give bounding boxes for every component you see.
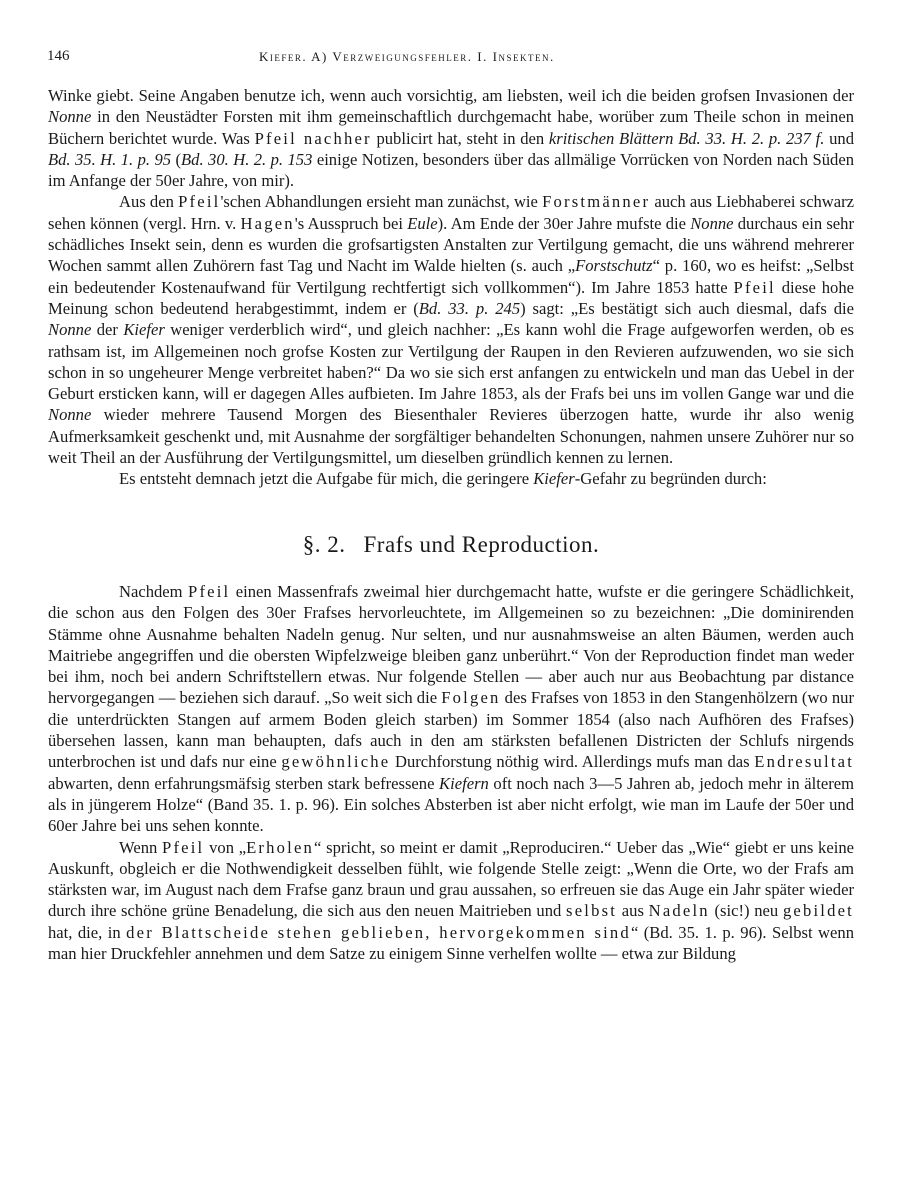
spaced-name: Hagen <box>240 213 295 233</box>
text-run: wieder mehrere Tausend Morgen des Biesenthaler Revieres überzogen hatte, wurde ihr also wenig Aufmerksamkeit geschenkt und, mit Ausnahme der sorgfältiger behandelten Schonungen, nahmen unsere Zuhörer nur so weit Theil an der Ausführung der Vertilgungsmittel, um dieselben gründlich kennen zu lernen. <box>48 405 854 468</box>
text-run: 's Ausspruch bei <box>294 213 408 233</box>
spaced-term: gewöhnliche <box>281 752 391 772</box>
text-run: ( <box>171 149 182 169</box>
text-run: ). Am Ende der 30er Jahre mufste die <box>437 213 691 233</box>
text-run: ) sagt: „Es bestätigt sich auch diesmal, dafs die <box>520 298 854 318</box>
spaced-term: der Blattscheide stehen geblieben, hervorgekommen sind <box>126 922 631 942</box>
section-heading <box>48 531 854 557</box>
spaced-term: Folgen <box>441 688 501 708</box>
italic-term: Nonne <box>690 213 734 233</box>
text-run: “ spricht, so meint er damit „Reproduciren.“ Ueber das „Wie“ giebt er uns keine Auskunft, obgleich er die Nothwendigkeit desselben fühlt, wie folgende Stelle zeigt: „Wenn die Orte, wo der Frafs am stärksten war, im August nach dem Frafse ganz braun und grau aussahen, so erfreuen sie das Auge ein Jahr später wieder durch ihre schöne grüne Benadelung, die sich aus den neuen Maitrieben und <box>48 837 854 921</box>
text-run: (sic!) neu <box>709 901 783 921</box>
paragraph-1 <box>48 85 854 191</box>
italic-term: Kiefern <box>439 773 489 793</box>
italic-reference: Bd. 35. H. 1. p. 95 <box>48 149 172 169</box>
section-title: Frafs und Reproduction. <box>363 531 600 557</box>
italic-term: Kiefer <box>123 320 165 340</box>
spaced-term: Nadeln <box>648 901 710 921</box>
text-run: oft noch nach 3—5 Jahren ab, jedoch mehr in älterem als in jüngerem Holze“ (Band 35. 1. p. 96). Ein solches Absterben ist aber nicht erfolgt, wie man im Laufe der 50er und 60er Jahre bei uns sehen konnte. <box>48 773 854 836</box>
paragraph-2 <box>48 191 854 468</box>
text-run: publicirt hat, steht in den <box>371 128 549 148</box>
text-run: abwarten, denn erfahrungsmäfsig sterben stark befressene <box>48 773 440 793</box>
italic-term: Forstschutz <box>575 256 653 276</box>
text-run: und <box>824 128 854 148</box>
text-run: Nachdem <box>119 581 189 601</box>
spaced-name: Pfeil <box>733 277 776 297</box>
italic-reference: kritischen Blättern Bd. 33. H. 2. p. 237 f. <box>548 128 825 148</box>
running-head: Kiefer. A) Verzweigungsfehler. I. Insekten. <box>259 49 555 64</box>
spaced-term: selbst <box>566 901 618 921</box>
spaced-term: Forstmänner <box>542 192 651 212</box>
text-run: in den Neustädter Forsten mit ihm gemeinschaftlich durchgemacht habe, worüber zum Theile schon in meinen Büchern berichtet wurde. Was <box>48 107 854 148</box>
italic-term: Nonne <box>48 107 92 127</box>
text-run: einen Massenfrafs zweimal hier durchgemacht hatte, wufste er die geringere Schädlichkeit, die schon aus den Folgen des 30er Frafses hervorleuchtete, im Allgemeinen so zu bezeichnen: „Die dominirenden Stämme ohne Ausnahme behalten Nadeln genug. Nur selten, und nur ausnahmsweise an alten Bäumen, werden auch Maitriebe angegriffen und die obersten Wipfelzweige bleiben ganz unberührt.“ Von der Reproduction findet man weder bei ihm, noch bei andern Schriftstellern etwas. Nur folgende Stellen — aber auch nur aus Beobachtung par distance hervorgegangen — beziehen sich darauf. „So weit sich die <box>48 581 854 708</box>
text-run: von „ <box>204 837 247 857</box>
text-run: “ (Bd. 35. 1. p. 96). Selbst wenn man hier Druckfehler annehmen und dem Satze zu einigem Sinne verhelfen wollte — etwa zur Bildung <box>48 922 855 963</box>
italic-term: Eule <box>407 213 438 233</box>
italic-term: Nonne <box>48 405 92 425</box>
text-run: aus <box>617 901 649 921</box>
text-run: einige Notizen, besonders über das allmälige Vorrücken von Norden nach Süden im Anfange der 50er Jahre, von mir). <box>48 149 854 191</box>
text-run: hat, die, in <box>48 922 127 942</box>
text-run: diese hohe Meinung schon bedeutend herabgestimmt, indem er ( <box>48 277 854 318</box>
spaced-name: Pfeil <box>178 192 221 212</box>
text-run: Winke giebt. Seine Angaben benutze ich, wenn auch vorsichtig, am liebsten, weil ich die beiden grofsen Invasionen der <box>48 86 854 105</box>
paragraph-3 <box>48 468 854 489</box>
text-run: auch aus Liebhaberei schwarz sehen können (vergl. Hrn. v. <box>48 192 854 233</box>
text-run: Durchforstung nöthig wird. Allerdings mufs man das <box>390 752 755 772</box>
italic-reference: Bd. 33. p. 245 <box>418 298 521 318</box>
text-run: “ p. 160, wo es heifst: „Selbst ein bedeutender Kostenaufwand für Vertilgung rechtfertigt sich vollkommen“). Im Jahre 1853 hatte <box>48 256 854 297</box>
italic-term: Kiefer <box>533 469 575 489</box>
spaced-name: Pfeil <box>162 837 205 857</box>
paragraph-5 <box>48 837 854 965</box>
italic-reference: Bd. 30. H. 2. p. 153 <box>181 149 313 169</box>
spaced-term: Erholen <box>246 837 315 857</box>
text-run: Aus den <box>119 192 179 212</box>
text-run: Wenn <box>119 837 163 857</box>
spaced-name: Pfeil nachher <box>254 128 372 148</box>
text-run: der <box>91 320 124 340</box>
spaced-name: Pfeil <box>188 581 231 601</box>
text-run: durchaus ein sehr schädliches Insekt sein, denn es wurden die grofsartigsten Anstalten zur Vertilgung gemacht, die uns während mehrerer Wochen sammt allen Zuhörern fast Tag und Nacht im Walde hielten (s. auch „ <box>48 213 854 276</box>
text-run: -Gefahr zu begründen durch: <box>574 469 767 489</box>
text-run: des Frafses von 1853 in den Stangenhölzern (wo nur die unterdrückten Stangen auf armem Boden gleich starben) im Sommer 1854 (also nach Aufhören des Frafses) übersehen lassen, kann man behaupten, dafs auch in den am stärksten befallenen Districten der Schlufs nirgends unterbrochen ist und dafs nur eine <box>48 688 854 772</box>
text-run: 'schen Abhandlungen ersieht man zunächst, wie <box>220 192 543 212</box>
page-number: 146 <box>47 48 70 64</box>
italic-term: Nonne <box>48 320 92 340</box>
text-run: Es entsteht demnach jetzt die Aufgabe für mich, die geringere <box>119 469 534 489</box>
body-text <box>48 85 854 964</box>
text-run: weniger verderblich wird“, und gleich nachher: „Es kann wohl die Frage aufgeworfen werden, ob es rathsam ist, im Allgemeinen noch grofse Kosten zur Vertilgung der Raupen in den Revieren aufzuwenden, wo sie sich schon in so ungeheurer Menge verbreitet haben?“ Da wo sie sich erst anfangen zu entwickeln und man das Uebel in der Geburt ersticken kann, will er dagegen Alles aufbieten. Im Jahre 1853, als der Frafs bei uns im vollen Gange war und die <box>48 320 854 404</box>
section-number: §. 2. <box>302 531 346 557</box>
spaced-term: gebildet <box>782 901 854 921</box>
paragraph-4 <box>48 581 854 837</box>
spaced-term: Endresultat <box>754 752 855 772</box>
